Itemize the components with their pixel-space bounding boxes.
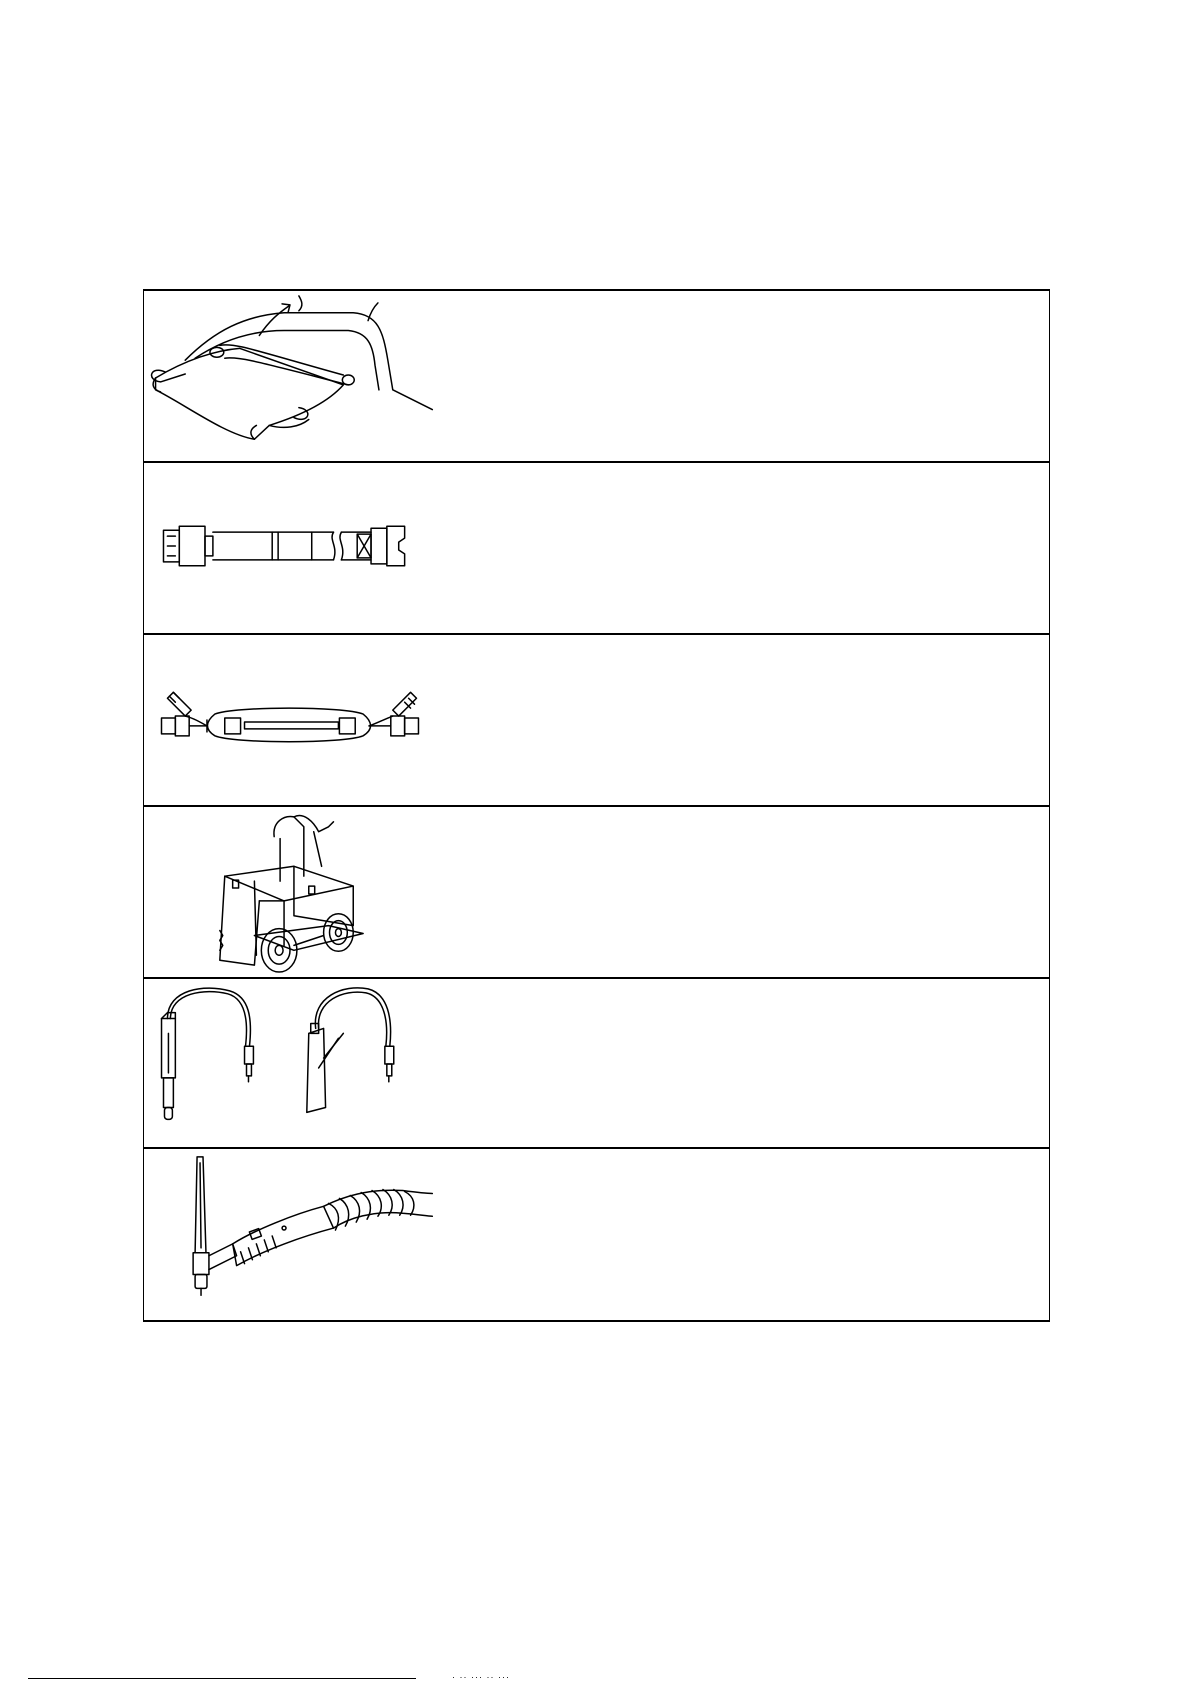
accessories-table — [143, 289, 1050, 1322]
accessory-row — [144, 979, 1049, 1149]
accessory-row — [144, 635, 1049, 807]
strap-handle-illustration — [144, 291, 434, 461]
accessory-description — [434, 807, 1049, 977]
accessory-description — [434, 635, 1049, 805]
welding-cables-illustration — [144, 979, 434, 1147]
accessory-row — [144, 463, 1049, 635]
footer-text: · ·· ··· ·· ··· — [452, 1672, 510, 1682]
accessory-description — [434, 463, 1049, 633]
accessory-row — [144, 291, 1049, 463]
accessory-row — [144, 1149, 1049, 1322]
footer-rule — [28, 1678, 416, 1679]
accessory-description — [434, 1149, 1049, 1320]
accessory-description — [434, 291, 1049, 461]
accessory-description — [434, 979, 1049, 1147]
padded-strap-illustration — [144, 635, 434, 805]
buckled-strap-illustration — [144, 463, 434, 633]
tig-torch-illustration — [144, 1149, 434, 1320]
trolley-illustration — [144, 807, 434, 977]
accessory-row — [144, 807, 1049, 979]
